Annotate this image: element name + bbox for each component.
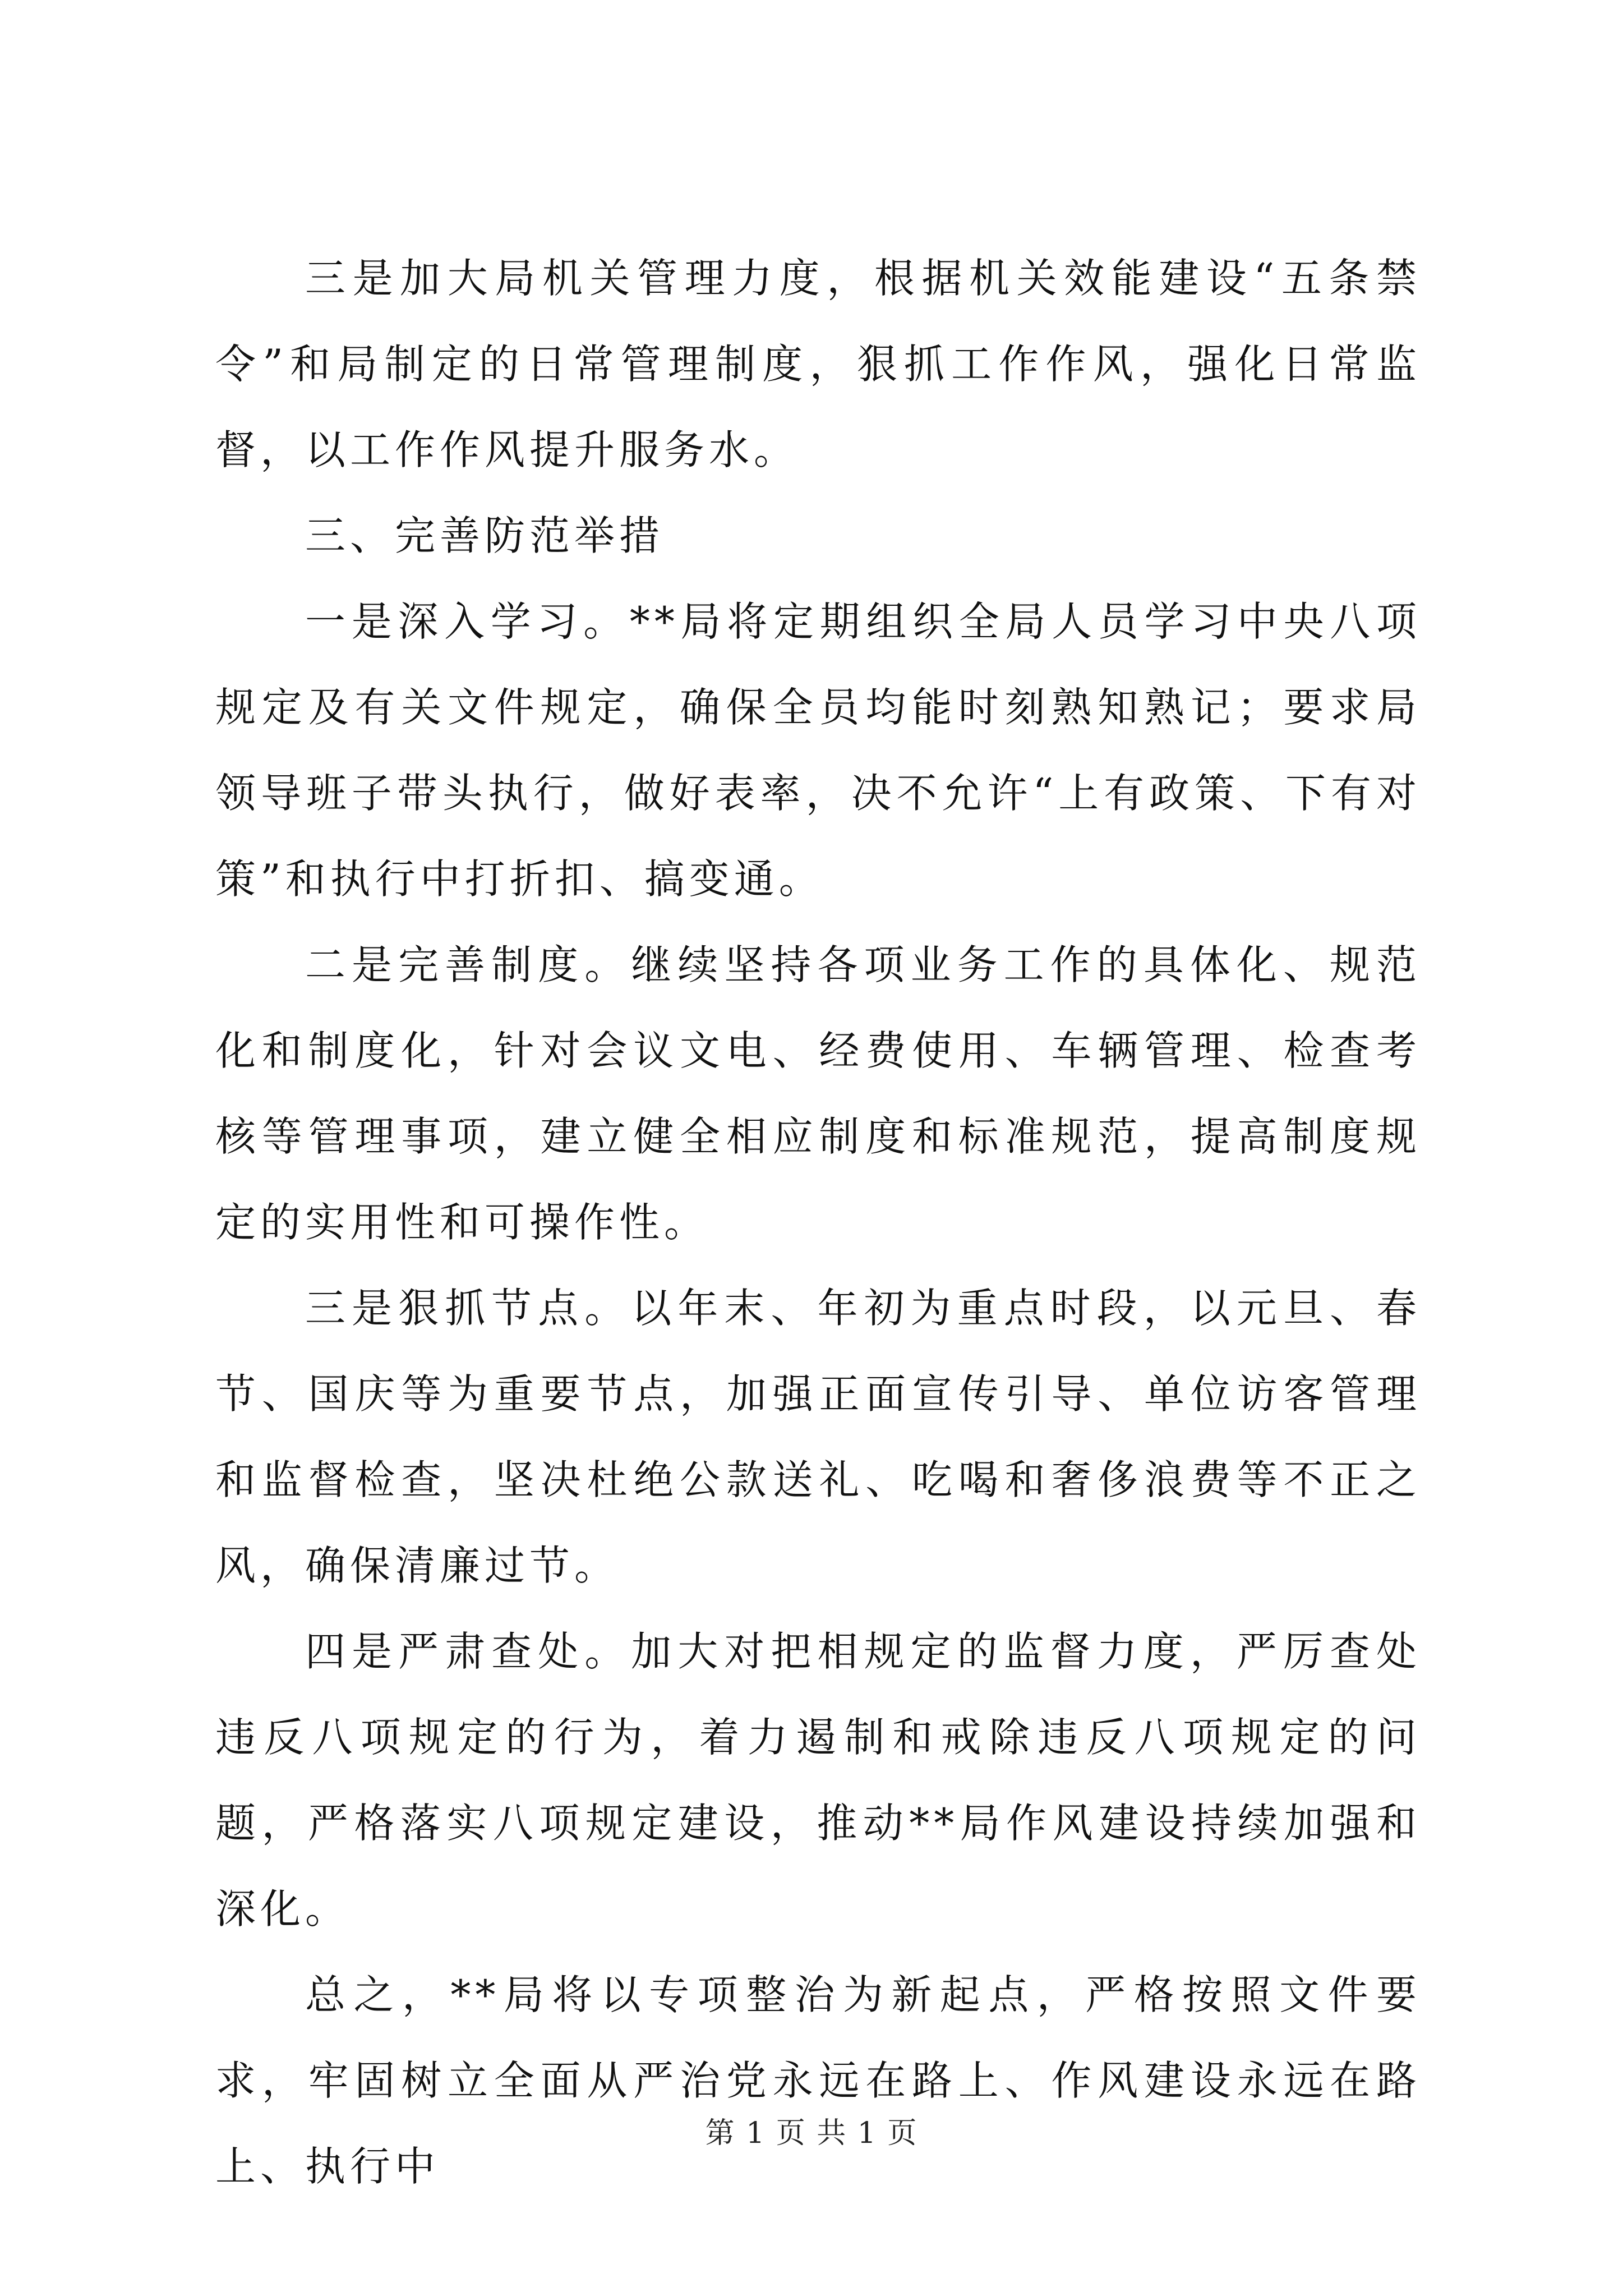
paragraph-summary: 总之，**局将以专项整治为新起点，严格按照文件要求，牢固树立全面从严治党永远在路上、作风建设永远在路上、执行中 (215, 1971, 1421, 2190)
paragraph-system: 二是完善制度。继续坚持各项业务工作的具体化、规范化和制度化，针对会议文电、经费使用、车辆管理、检查考核等管理事项，建立健全相应制度和标准规范，提高制度规定的实用性和可操作性。 (215, 941, 1421, 1246)
document-body (215, 236, 1421, 2210)
paragraph-key-dates: 三是狠抓节点。以年末、年初为重点时段，以元旦、春节、国庆等为重要节点，加强正面宣传引导、单位访客管理和监督检查，坚决杜绝公款送礼、吃喝和奢侈浪费等不正之风，确保清廉过节。 (215, 1285, 1421, 1589)
paragraph-investigation: 四是严肃查处。加大对把相规定的监督力度，严厉查处违反八项规定的行为，着力遏制和戒除违反八项规定的问题，严格落实八项规定建设，推动**局作风建设持续加强和深化。 (215, 1628, 1421, 1932)
paragraph-work-style: 三是加大局机关管理力度，根据机关效能建设“五条禁令”和局制定的日常管理制度，狠抓工作作风，强化日常监督，以工作作风提升服务水。 (215, 255, 1421, 473)
page-number-footer: 第 1 页 共 1 页 (705, 2116, 918, 2150)
section-heading-prevention-measures: 三、完善防范举措 (305, 512, 665, 559)
paragraph-study: 一是深入学习。**局将定期组织全局人员学习中央八项规定及有关文件规定，确保全员均能时刻熟知熟记；要求局领导班子带头执行，做好表率，决不允许“上有政策、下有对策”和执行中打折扣、搞变通。 (215, 598, 1421, 903)
